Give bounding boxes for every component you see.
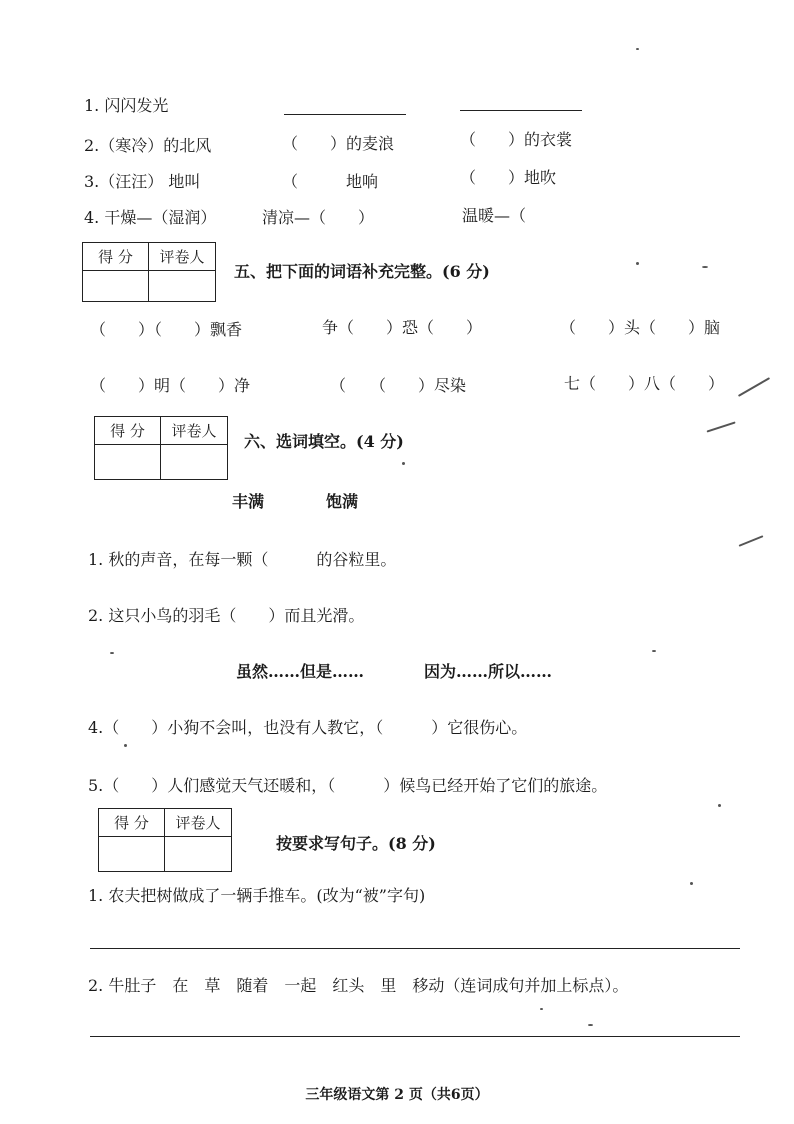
s4-row2-c: （ ）的衣裳 <box>460 130 573 149</box>
word-option-3: 虽然……但是…… <box>236 662 365 681</box>
word-option-4: 因为……所以…… <box>424 662 553 681</box>
grader-cell[interactable] <box>161 445 227 479</box>
s4-row1-a: 1. 闪闪发光 <box>84 96 169 115</box>
s5-r2-item2: （ （ ）尽染 <box>330 376 467 395</box>
scan-speck <box>588 1024 593 1026</box>
word-option-2: 饱满 <box>326 492 359 511</box>
grader-cell[interactable] <box>165 837 231 871</box>
page-footer: 三年级语文第 2 页（共6页） <box>305 1087 489 1103</box>
section6-title: 六、选词填空。(4 分) <box>244 432 404 451</box>
scan-speck <box>124 744 127 747</box>
scan-speck <box>718 804 721 807</box>
s7-q2-answer-line[interactable] <box>90 1036 740 1037</box>
scan-speck <box>690 882 693 885</box>
s5-r1-item1: （ ）（ ）飘香 <box>90 320 243 339</box>
s7-q2: 2. 牛肚子 在 草 随着 一起 红头 里 移动（连词成句并加上标点）。 <box>88 976 629 995</box>
s6-q1: 1. 秋的声音，在每一颗（ 的谷粒里。 <box>88 550 397 569</box>
scan-speck <box>702 266 708 268</box>
scan-speck <box>739 535 764 547</box>
section7-title: 按要求写句子。(8 分) <box>276 834 436 853</box>
s4-row1-blank-c[interactable] <box>460 110 582 111</box>
grader-label: 评卷人 <box>149 243 215 271</box>
word-option-1: 丰满 <box>232 492 265 511</box>
scan-speck <box>636 48 639 50</box>
s4-row4-c: 温暖—（ <box>462 206 527 225</box>
grader-label: 评卷人 <box>165 809 231 837</box>
score-label: 得 分 <box>95 417 161 445</box>
s4-row3-c: （ ）地吹 <box>460 168 557 187</box>
scan-speck <box>540 1008 543 1010</box>
s6-q4: 4.（ ）小狗不会叫，也没有人教它，（ ）它很伤心。 <box>88 718 528 737</box>
scan-speck <box>636 262 639 265</box>
s6-q5: 5.（ ）人们感觉天气还暖和，（ ）候鸟已经开始了它们的旅途。 <box>88 776 608 795</box>
section5-title: 五、把下面的词语补充完整。(6 分) <box>234 262 490 281</box>
scan-speck <box>652 650 656 652</box>
score-box-5 <box>82 242 216 302</box>
scan-speck <box>738 377 770 397</box>
scan-speck <box>402 462 405 465</box>
score-box-6 <box>94 416 228 480</box>
s6-q2: 2. 这只小鸟的羽毛（ ）而且光滑。 <box>88 606 365 625</box>
score-cell[interactable] <box>83 271 149 301</box>
grader-cell[interactable] <box>149 271 215 301</box>
score-cell[interactable] <box>95 445 161 479</box>
s4-row2-b: （ ）的麦浪 <box>282 134 395 153</box>
s4-row1-blank-b[interactable] <box>284 114 406 115</box>
s5-r1-item2: 争（ ）恐（ ） <box>322 318 483 337</box>
score-label: 得 分 <box>83 243 149 271</box>
s7-q1-answer-line[interactable] <box>90 948 740 949</box>
s4-row3-a: 3.（汪汪） 地叫 <box>84 172 201 191</box>
grader-label: 评卷人 <box>161 417 227 445</box>
score-box-7 <box>98 808 232 872</box>
s4-row4-a: 4. 干燥—（湿润） <box>84 208 217 227</box>
score-label: 得 分 <box>99 809 165 837</box>
scan-speck <box>707 421 736 432</box>
s5-r2-item3: 七（ ）八（ ） <box>564 374 725 393</box>
scan-speck <box>110 652 114 654</box>
score-cell[interactable] <box>99 837 165 871</box>
s4-row3-b: （ 地响 <box>282 172 379 191</box>
s4-row2-a: 2.（寒冷）的北风 <box>84 136 212 155</box>
s5-r2-item1: （ ）明（ ）净 <box>90 376 251 395</box>
s5-r1-item3: （ ）头（ ）脑 <box>560 318 721 337</box>
s7-q1: 1. 农夫把树做成了一辆手推车。(改为“被”字句) <box>88 886 426 905</box>
s4-row4-b: 清凉—（ ） <box>262 208 375 227</box>
